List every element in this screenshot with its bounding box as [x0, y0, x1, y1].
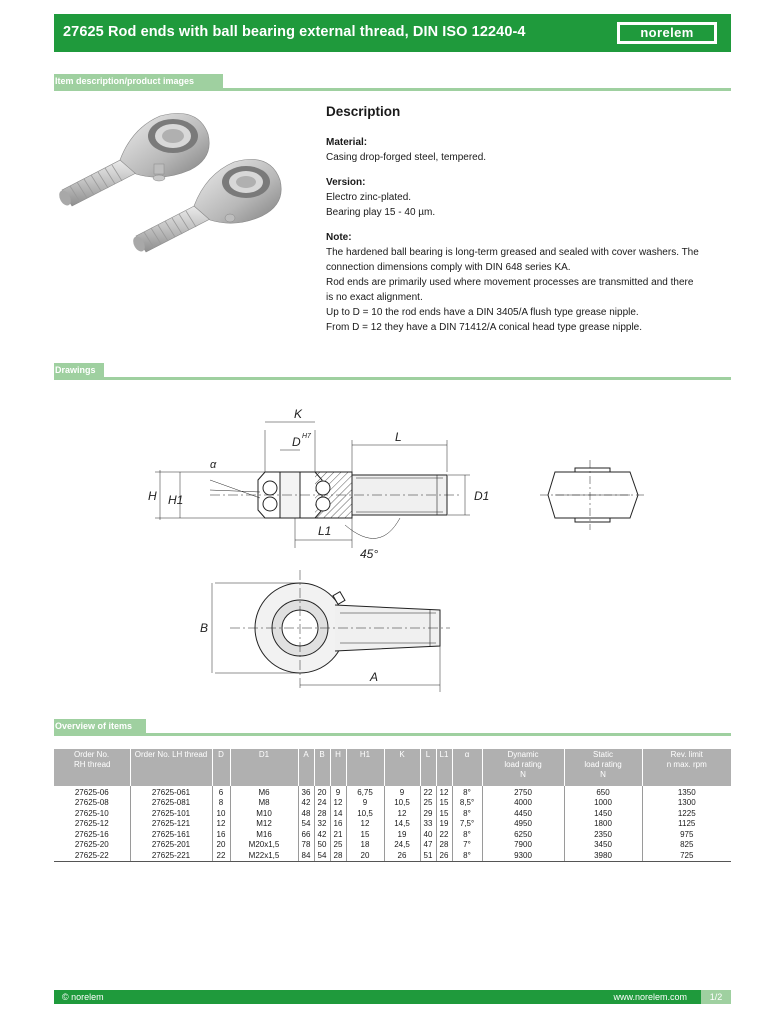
cell: 19	[384, 830, 420, 841]
note-label: Note:	[326, 232, 352, 243]
cell: 42	[298, 798, 314, 809]
cell: 22	[420, 786, 436, 798]
cell: 15	[436, 798, 452, 809]
cell: 27625-201	[130, 840, 212, 851]
cell: 22	[212, 851, 230, 862]
cell: 27625-221	[130, 851, 212, 862]
logo-text: norelem	[620, 25, 714, 41]
section-drawings: Drawings	[54, 363, 104, 377]
cell: 12	[212, 819, 230, 830]
cell: 32	[314, 819, 330, 830]
cell: 36	[298, 786, 314, 798]
cell: 27625-12	[54, 819, 130, 830]
col-dynamic: Dynamic load rating N	[482, 749, 564, 786]
header-bar	[54, 14, 731, 52]
cell: 28	[436, 840, 452, 851]
cell: 4450	[482, 809, 564, 820]
technical-drawing	[130, 400, 690, 700]
cell: 9	[384, 786, 420, 798]
cell: 20	[212, 840, 230, 851]
table-body	[54, 786, 731, 861]
cell: 78	[298, 840, 314, 851]
cell: 26	[436, 851, 452, 862]
col-static: Static load rating N	[564, 749, 642, 786]
cell: 975	[680, 829, 694, 839]
cell: 4000	[482, 798, 564, 809]
section-divider	[54, 733, 731, 736]
col-alpha: α	[452, 749, 482, 786]
cell: 9	[346, 798, 384, 809]
cell: 4950	[482, 819, 564, 830]
table-row	[54, 840, 731, 851]
cell: M22x1,5	[230, 851, 298, 862]
col-l1: L1	[436, 749, 452, 786]
cell: 15	[436, 809, 452, 820]
dim-a: A	[370, 670, 379, 684]
dim-l1: L1	[318, 524, 332, 538]
dim-d: D	[292, 435, 301, 449]
cell: 2350	[564, 830, 642, 841]
section-overview: Overview of items	[54, 719, 146, 733]
section-divider	[54, 377, 731, 380]
dim-h: H	[148, 489, 157, 503]
col-d: D	[212, 749, 230, 786]
description-title: Description	[326, 104, 401, 119]
cell: 6,75	[346, 786, 384, 798]
cell: M12	[230, 819, 298, 830]
cell: 1000	[564, 798, 642, 809]
cell: 50	[314, 840, 330, 851]
cell: 10,5	[384, 798, 420, 809]
cell: 66	[298, 830, 314, 841]
table-row	[54, 819, 731, 830]
cell: 9300	[482, 851, 564, 862]
cell: 6250	[482, 830, 564, 841]
cell: 27625-22	[54, 851, 130, 862]
col-order-rh: Order No. RH thread	[54, 749, 130, 786]
cell: 47	[420, 840, 436, 851]
cell: 27625-20	[54, 840, 130, 851]
dim-h1: H1	[168, 493, 184, 507]
note-line: Rod ends are primarily used where movement processes are transmitted and there	[326, 277, 694, 288]
cell: M6	[230, 786, 298, 798]
cell: 12	[346, 819, 384, 830]
col-rev-limit: Rev. limit n max. rpm	[642, 749, 731, 786]
section-item-description: Item description/product images	[54, 74, 223, 88]
cell: 27625-161	[130, 830, 212, 841]
product-image	[50, 98, 312, 253]
cell: 6	[212, 786, 230, 798]
cell: 27625-10	[54, 809, 130, 820]
cell: 33	[420, 819, 436, 830]
cell: 24,5	[384, 840, 420, 851]
dim-h7: H7	[302, 433, 311, 440]
cell: 19	[436, 819, 452, 830]
norelem-logo	[617, 22, 717, 44]
cell: 12	[330, 798, 346, 809]
section-divider	[54, 88, 731, 91]
cell: 25	[420, 798, 436, 809]
cell: 27625-16	[54, 830, 130, 841]
cell: 16	[212, 830, 230, 841]
cell: 1800	[564, 819, 642, 830]
cell: 16	[330, 819, 346, 830]
col-order-lh: Order No. LH thread	[130, 749, 212, 786]
cell: 8	[212, 798, 230, 809]
dim-alpha: α	[210, 459, 217, 471]
dim-d1: D1	[474, 489, 490, 503]
note-line: From D = 12 they have a DIN 71412/A conical head type grease nipple.	[326, 322, 643, 333]
cell: 1225	[677, 808, 696, 818]
cell: 25	[330, 840, 346, 851]
rod-end-1	[57, 113, 209, 207]
note-line: Up to D = 10 the rod ends have a DIN 3405/A flush type grease nipple.	[326, 307, 639, 318]
cell: 1300	[677, 798, 696, 808]
cell: 54	[298, 819, 314, 830]
table-row	[54, 786, 731, 798]
cell: 28	[330, 851, 346, 862]
cell: M10	[230, 809, 298, 820]
cell: 21	[330, 830, 346, 841]
cell: 12	[436, 786, 452, 798]
footer-copyright: © norelem	[62, 992, 104, 1002]
cell: 27625-101	[130, 809, 212, 820]
cell: 27625-081	[130, 798, 212, 809]
note-line: connection dimensions comply with DIN 648 series KA.	[326, 262, 571, 273]
material-label: Material:	[326, 137, 368, 148]
cell: 10,5	[346, 809, 384, 820]
cell: 51	[420, 851, 436, 862]
cell: 8°	[452, 786, 482, 798]
cell: 1125	[678, 819, 696, 829]
description-block	[326, 104, 736, 335]
cell: 27625-061	[130, 786, 212, 798]
cell: 20	[314, 786, 330, 798]
page-title: 27625 Rod ends with ball bearing external thread, DIN ISO 12240-4	[63, 24, 526, 40]
note-line: The hardened ball bearing is long-term greased and sealed with cover washers. The	[326, 247, 699, 258]
dim-b: B	[200, 621, 209, 635]
cell: M16	[230, 830, 298, 841]
cell: 725	[642, 851, 731, 862]
cell: 8°	[452, 830, 482, 841]
cell: 24	[314, 798, 330, 809]
table-row	[54, 851, 731, 862]
footer-url-link[interactable]: www.norelem.com	[613, 992, 687, 1002]
cell: 27625-121	[130, 819, 212, 830]
version-label: Version:	[326, 177, 366, 188]
cell: 9	[330, 786, 346, 798]
cell: 28	[314, 809, 330, 820]
col-l: L	[420, 749, 436, 786]
col-h: H	[330, 749, 346, 786]
dim-angle: 45°	[360, 547, 379, 561]
cell: 40	[420, 830, 436, 841]
cell: 84	[298, 851, 314, 862]
cell: 18	[346, 840, 384, 851]
col-h1: H1	[346, 749, 384, 786]
col-b: B	[314, 749, 330, 786]
items-table	[54, 749, 731, 862]
page-number: 1/2	[701, 990, 731, 1004]
cell: 14	[330, 809, 346, 820]
table-row	[54, 798, 731, 809]
note-line: is no exact alignment.	[326, 292, 423, 303]
cell: 7,5°	[452, 819, 482, 830]
col-k: K	[384, 749, 420, 786]
cell: 8°	[452, 809, 482, 820]
cell: 22	[436, 830, 452, 841]
cell: 27625-06	[54, 786, 130, 798]
cell: 54	[314, 851, 330, 862]
dim-l: L	[395, 430, 402, 444]
version-line: Electro zinc-plated.	[326, 192, 412, 203]
cell: 8,5°	[452, 798, 482, 809]
cell: 20	[346, 851, 384, 862]
material-text: Casing drop-forged steel, tempered.	[326, 152, 487, 163]
cell: 26	[384, 851, 420, 862]
col-d1: D1	[230, 749, 298, 786]
version-line: Bearing play 15 - 40 µm.	[326, 207, 436, 218]
cell: 27625-08	[54, 798, 130, 809]
cell: 15	[346, 830, 384, 841]
cell: 42	[314, 830, 330, 841]
table-row	[54, 830, 731, 841]
cell: 7900	[482, 840, 564, 851]
cell: 1350	[677, 788, 696, 797]
cell: 29	[420, 809, 436, 820]
cell: 48	[298, 809, 314, 820]
table-row	[54, 809, 731, 820]
cell: 12	[384, 809, 420, 820]
cell: 1450	[564, 809, 642, 820]
table-header-row	[54, 749, 731, 786]
cell: 10	[212, 809, 230, 820]
footer-bar	[54, 990, 731, 1004]
cell: 8°	[452, 851, 482, 862]
cell: 3980	[564, 851, 642, 862]
cell: M20x1,5	[230, 840, 298, 851]
dim-k: K	[294, 407, 303, 421]
cell: 3450	[564, 840, 642, 851]
cell: 14,5	[384, 819, 420, 830]
cell: 7°	[452, 840, 482, 851]
cell: 825	[680, 840, 694, 850]
cell: M8	[230, 798, 298, 809]
cell: 650	[564, 786, 642, 798]
cell: 2750	[482, 786, 564, 798]
col-a: A	[298, 749, 314, 786]
